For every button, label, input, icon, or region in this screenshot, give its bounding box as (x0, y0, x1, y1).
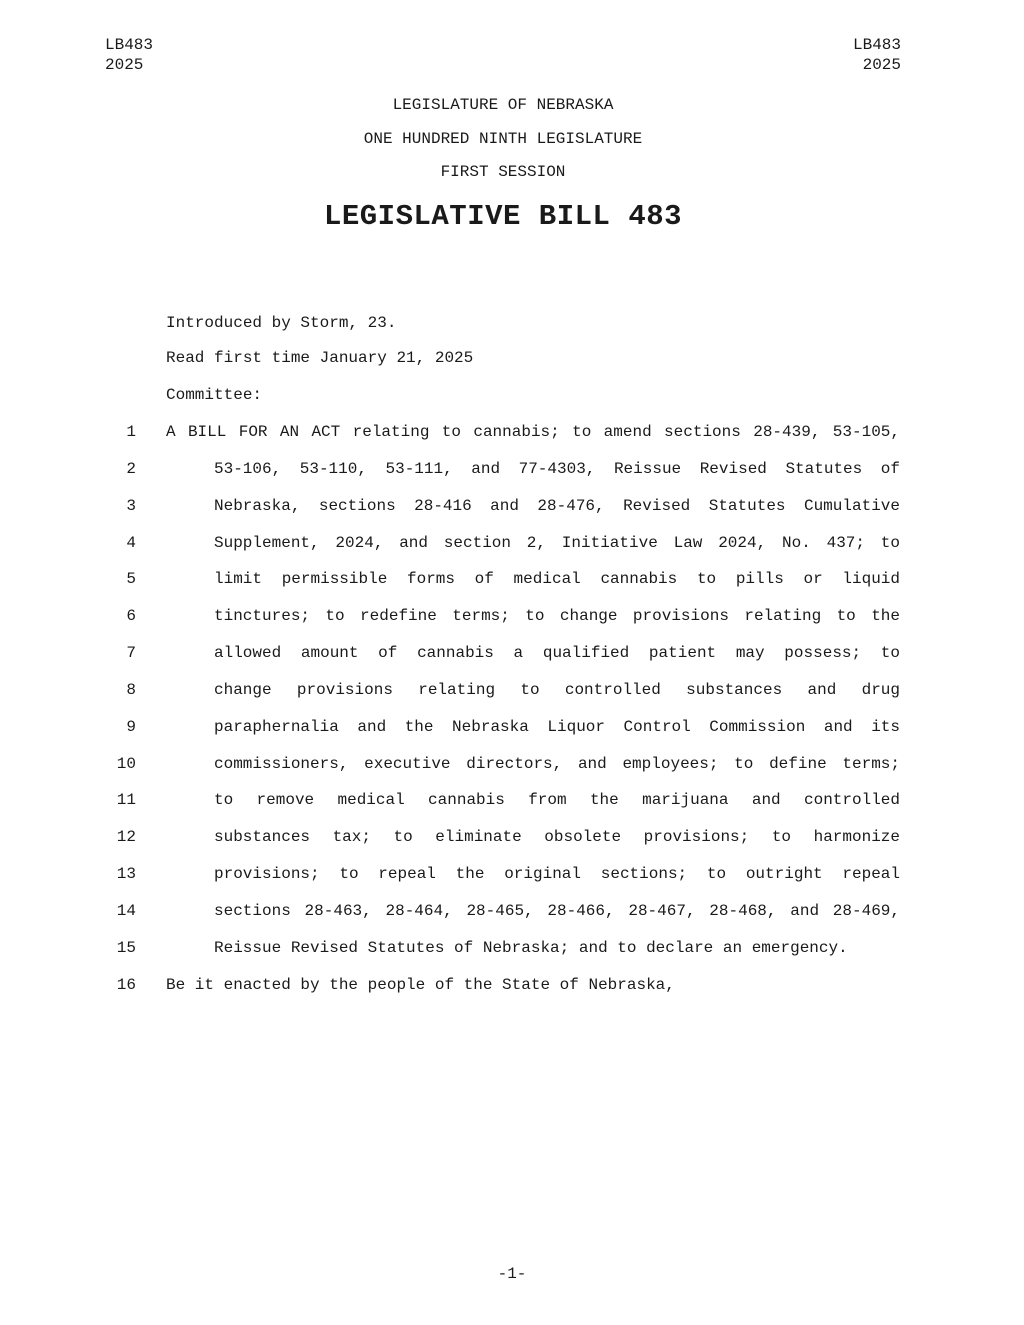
bill-line (0, 893, 1024, 930)
page-number: -1- (497, 1265, 527, 1283)
line-text: Be it enacted by the people of the State of Nebraska, (166, 976, 675, 994)
line-number: 11 (116, 791, 136, 809)
bill-line (0, 561, 1024, 598)
bill-title: LEGISLATIVE BILL 483 (323, 200, 683, 233)
committee-label: Committee: (166, 386, 263, 404)
line-number: 5 (126, 570, 136, 588)
legislature-name: LEGISLATURE OF NEBRASKA (392, 96, 614, 114)
line-number: 9 (126, 718, 136, 736)
header-right (853, 35, 901, 75)
line-text: limit permissible forms of medical cannabis to pills or liquid (214, 570, 900, 588)
line-number: 12 (116, 828, 136, 846)
line-number: 6 (126, 607, 136, 625)
line-text: substances tax; to eliminate obsolete provisions; to harmonize (214, 828, 900, 846)
line-text: change provisions relating to controlled substances and drug (214, 681, 900, 699)
line-text: paraphernalia and the Nebraska Liquor Control Commission and its (214, 718, 900, 736)
bill-line (0, 414, 1024, 451)
line-number: 14 (116, 902, 136, 920)
line-text: allowed amount of cannabis a qualified patient may possess; to (214, 644, 900, 662)
read-first-time: Read first time January 21, 2025 (166, 349, 474, 367)
header-right-year: 2025 (862, 56, 901, 74)
line-text: to remove medical cannabis from the marijuana and controlled (214, 791, 900, 809)
line-number: 8 (126, 681, 136, 699)
line-text: tinctures; to redefine terms; to change provisions relating to the (214, 607, 900, 625)
header-left-year: 2025 (105, 56, 144, 74)
line-number: 15 (116, 939, 136, 957)
bill-line (0, 451, 1024, 488)
line-number: 2 (126, 460, 136, 478)
line-number: 16 (116, 976, 136, 994)
bill-line (0, 709, 1024, 746)
bill-line (0, 819, 1024, 856)
bill-line (0, 635, 1024, 672)
bill-line (0, 488, 1024, 525)
line-number: 1 (126, 423, 136, 441)
line-text: 53-106, 53-110, 53-111, and 77-4303, Reissue Revised Statutes of (214, 460, 900, 478)
bill-line (0, 856, 1024, 893)
bill-line (0, 782, 1024, 819)
line-number: 13 (116, 865, 136, 883)
bill-line (0, 525, 1024, 562)
legislative-session: FIRST SESSION (440, 163, 566, 181)
line-number: 10 (116, 755, 136, 773)
bill-line (0, 967, 1024, 1004)
header-right-bill-id: LB483 (852, 36, 901, 54)
bill-line (0, 672, 1024, 709)
line-text: Supplement, 2024, and section 2, Initiative Law 2024, No. 437; to (214, 534, 900, 552)
bill-line (0, 746, 1024, 783)
introduced-by: Introduced by Storm, 23. (166, 314, 397, 332)
legislature-number: ONE HUNDRED NINTH LEGISLATURE (363, 130, 643, 148)
line-text: commissioners, executive directors, and employees; to define terms; (214, 755, 900, 773)
header-left (105, 35, 153, 75)
line-number: 4 (126, 534, 136, 552)
line-number: 7 (126, 644, 136, 662)
line-text: sections 28-463, 28-464, 28-465, 28-466, 28-467, 28-468, and 28-469, (214, 902, 900, 920)
bill-line (0, 930, 1024, 967)
line-number: 3 (126, 497, 136, 515)
line-text: Reissue Revised Statutes of Nebraska; and to declare an emergency. (214, 939, 848, 957)
line-text: A BILL FOR AN ACT relating to cannabis; to amend sections 28-439, 53-105, (166, 423, 900, 441)
header-left-bill-id: LB483 (105, 36, 154, 54)
line-text: Nebraska, sections 28-416 and 28-476, Revised Statutes Cumulative (214, 497, 900, 515)
bill-line (0, 598, 1024, 635)
line-text: provisions; to repeal the original sections; to outright repeal (214, 865, 900, 883)
